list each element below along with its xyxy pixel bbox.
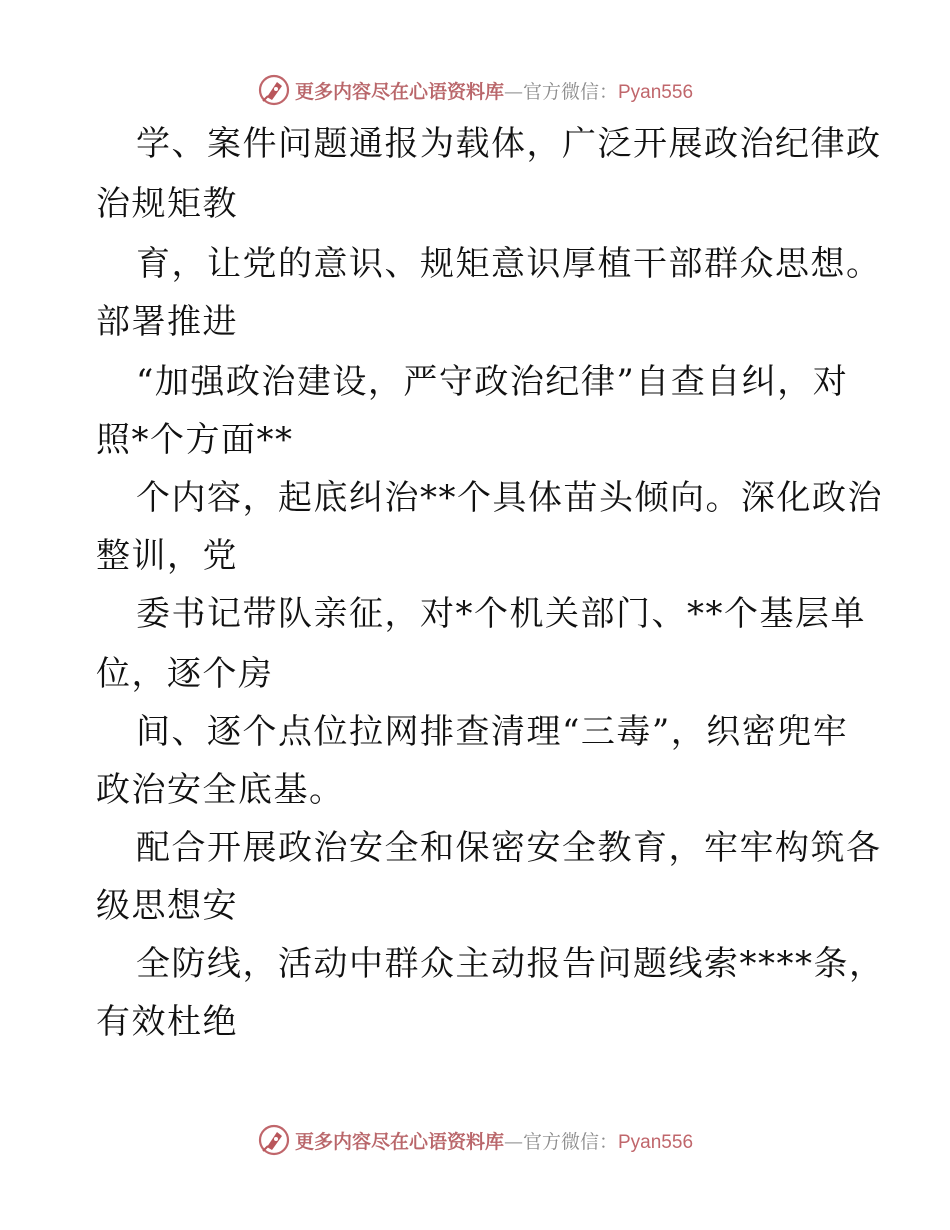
header-banner [0,72,950,108]
header-wechat-id: Pyan556 [618,81,694,103]
header-text [295,77,693,104]
header-wechat-label: 官方微信： [522,80,618,103]
footer-wechat-id: Pyan556 [618,1131,694,1153]
body-line: 照*个方面** [96,420,294,460]
body-line: 间、逐个点位拉网排查清理“三毒”，织密兜牢 [136,712,849,752]
body-line: 育，让党的意识、规矩意识厚植干部群众思想。 [136,244,882,284]
header-brand: 更多内容尽在心语资料库 [294,80,504,103]
body-line: 级思想安 [96,886,238,926]
body-line: 位，逐个房 [96,654,274,694]
footer-text [295,1127,693,1154]
body-line: 治规矩教 [96,184,238,224]
footer-banner [0,1122,950,1158]
body-line: “加强政治建设，严守政治纪律”自查自纠，对 [136,362,849,402]
header-dash: — [503,80,523,103]
body-line: 政治安全底基。 [96,770,345,810]
footer-dash: — [503,1130,523,1153]
body-line: 委书记带队亲征，对*个机关部门、**个基层单 [136,594,866,634]
body-line: 有效杜绝 [96,1002,238,1042]
body-line: 全防线，活动中群众主动报告问题线索****条， [136,944,885,984]
body-line: 部署推进 [96,302,238,342]
pen-nib-logo-icon [257,73,291,107]
body-line: 个内容，起底纠治**个具体苗头倾向。深化政治 [136,478,883,518]
footer-wechat-label: 官方微信： [522,1130,618,1153]
body-line: 学、案件问题通报为载体，广泛开展政治纪律政 [136,124,882,164]
pen-nib-logo-icon [257,1123,291,1157]
footer-brand: 更多内容尽在心语资料库 [294,1130,504,1153]
body-line: 整训，党 [96,536,238,576]
body-line: 配合开展政治安全和保密安全教育，牢牢构筑各 [136,828,882,868]
